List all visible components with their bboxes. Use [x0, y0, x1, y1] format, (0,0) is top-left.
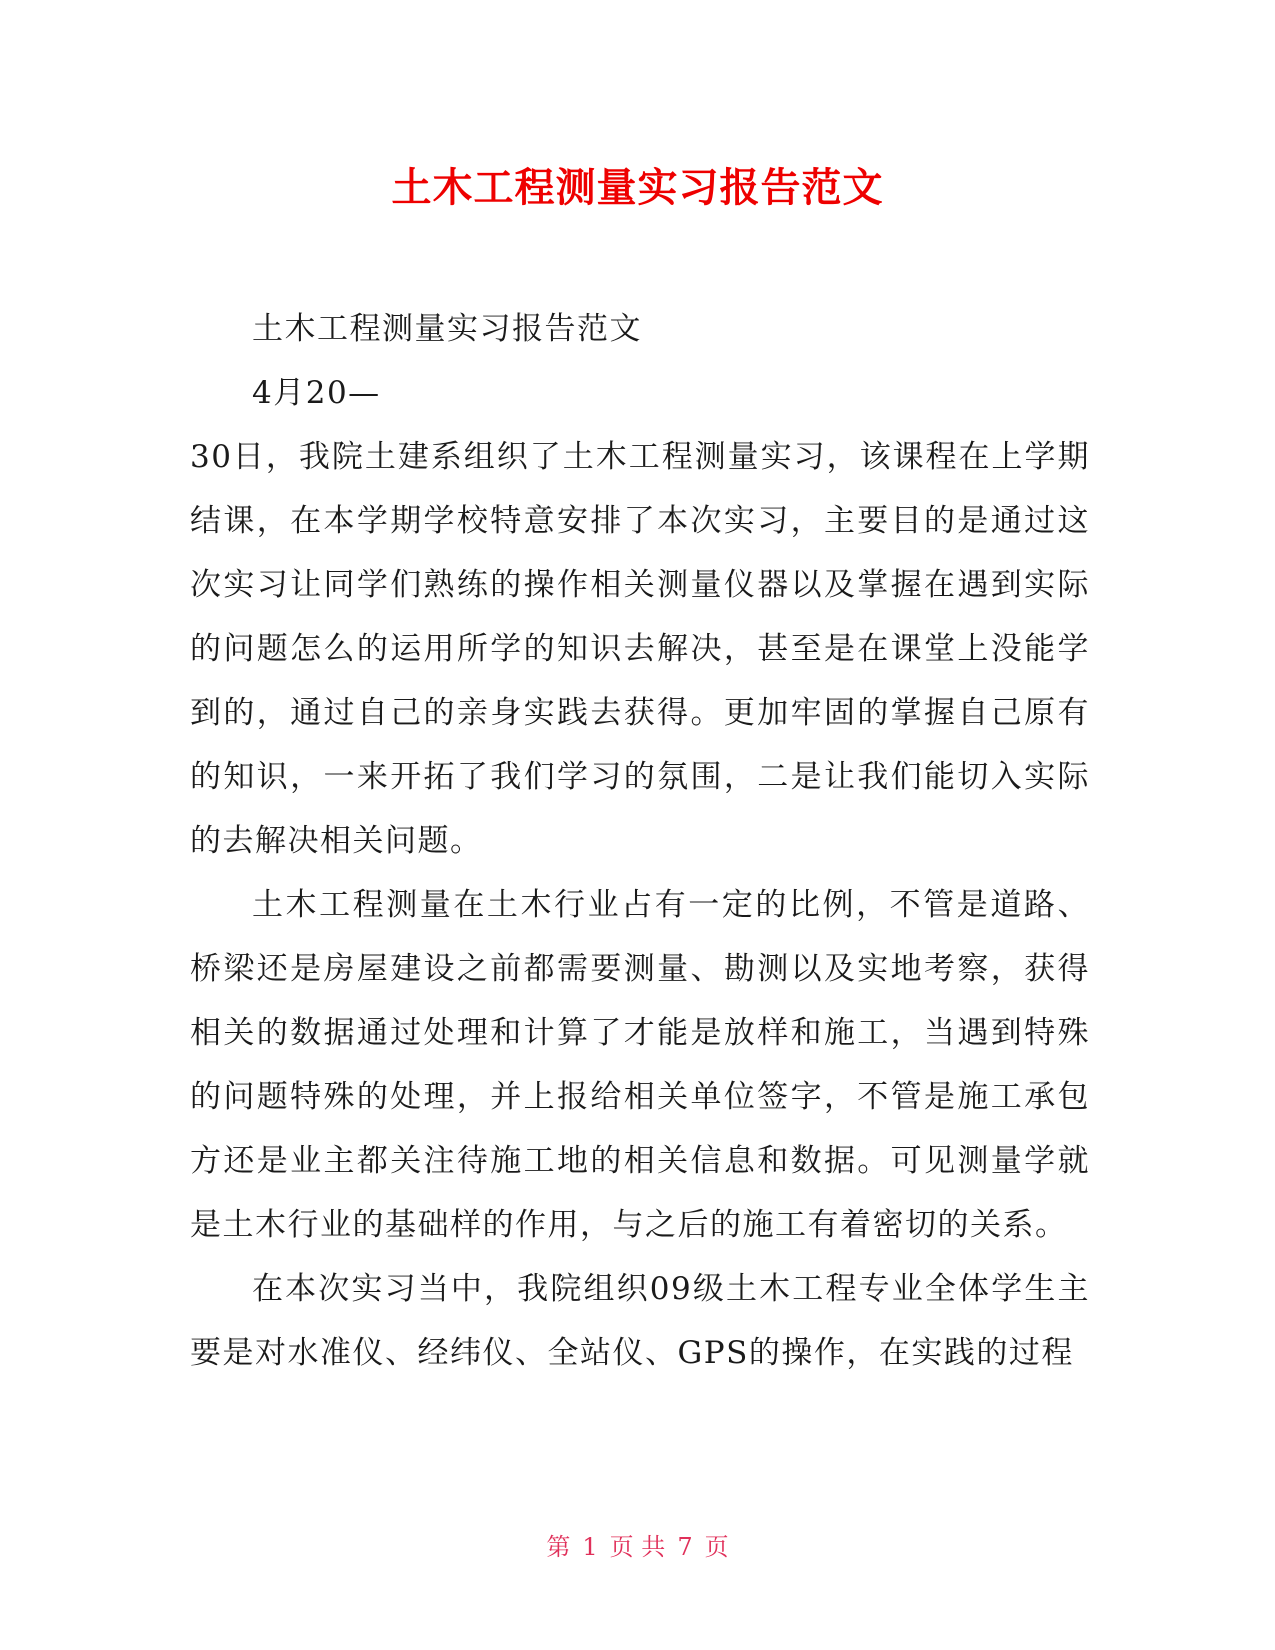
footer-middle: 页 共 — [609, 1533, 666, 1561]
paragraph-importance: 土木工程测量在土木行业占有一定的比例，不管是道路、桥梁还是房屋建设之前都需要测量、勘测以及实地考察，获得相关的数据通过处理和计算了才能是放样和施工，当遇到特殊的问题特殊的处理，并上报给相关单位签字，不管是施工承包方还是业主都关注待施工地的相关信息和数据。可见测量学就是土木行业的基础样的作用，与之后的施工有着密切的关系。 — [190, 887, 1090, 1243]
paragraph-content: 在本次实习当中，我院组织09级土木工程专业全体学生主要是对水准仪、经纬仪、全站仪、GPS的操作，在实践的过程 — [190, 1271, 1090, 1371]
paragraph-heading: 土木工程测量实习报告范文 — [252, 311, 642, 347]
document-title: 土木工程测量实习报告范文 — [391, 165, 884, 211]
footer-prefix: 第 — [546, 1533, 571, 1561]
paragraph-intro: 30日，我院土建系组织了土木工程测量实习，该课程在上学期结课，在本学期学校特意安排了本次实习，主要目的是通过这次实习让同学们熟练的操作相关测量仪器以及掌握在遇到实际的问题怎么的运用所学的知识去解决，甚至是在课堂上没能学到的，通过自己的亲身实践去获得。更加牢固的掌握自己原有的知识，一来开拓了我们学习的氛围，二是让我们能切入实际的去解决相关问题。 — [190, 439, 1090, 859]
footer-suffix: 页 — [704, 1533, 729, 1561]
document-body — [190, 297, 1090, 1385]
paragraph-date: 4月20— — [252, 375, 381, 411]
page-footer — [0, 1532, 1275, 1562]
footer-page-number: 1 — [582, 1533, 598, 1561]
footer-total-pages: 7 — [677, 1533, 693, 1561]
